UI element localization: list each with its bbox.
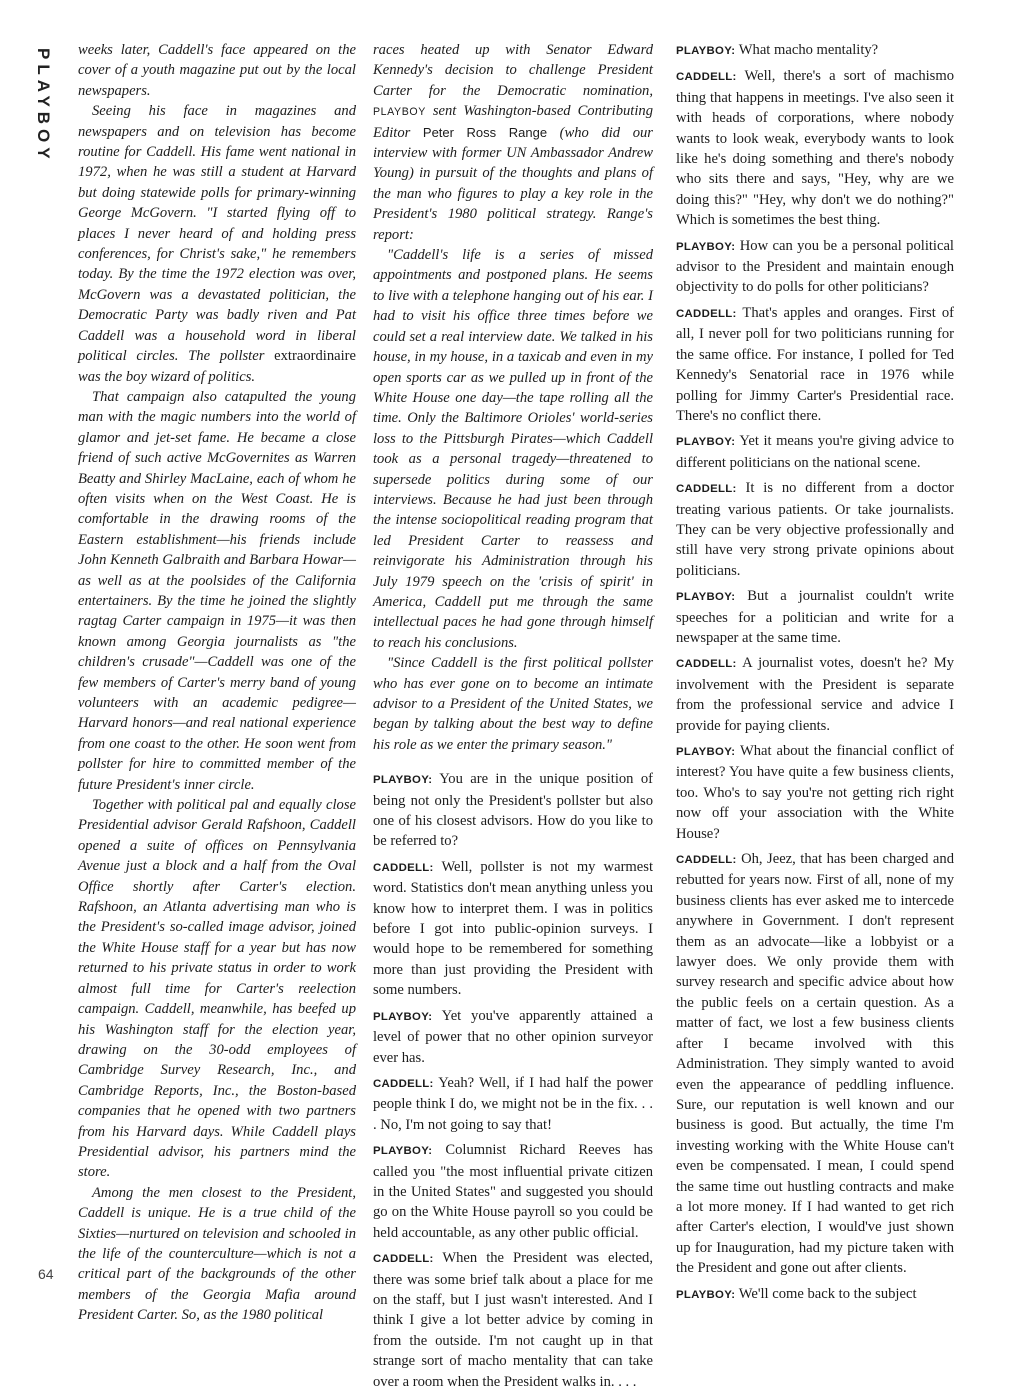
dialogue-text: A journalist votes, doesn't he? My involvement with the President is separate from the professional service and advice I provide for paying clients. xyxy=(676,655,954,734)
page-number: 64 xyxy=(38,1266,54,1282)
dialogue-text: What macho mentality? xyxy=(735,42,879,58)
dialogue-text: Yet it means you're giving advice to different politicians on the national scene. xyxy=(676,433,954,471)
dialogue-text: Yet you've apparently attained a level of power that no other opinion surveyor ever has. xyxy=(373,1007,653,1066)
dialogue-text: Columnist Richard Reeves has called you "the most influential private citizen in the United States" and suggested you should go on the White House payroll so you could be held accountable, as any other public official. xyxy=(373,1142,653,1241)
speaker-label: PLAYBOY: xyxy=(676,1288,736,1301)
dialogue-line xyxy=(373,1073,653,1135)
speaker-label: CADDELL: xyxy=(676,307,737,320)
dialogue-line xyxy=(373,769,653,852)
dialogue-block xyxy=(373,769,653,1392)
speaker-label: PLAYBOY: xyxy=(676,746,736,758)
speaker-label: CADDELL: xyxy=(676,854,737,867)
intro-paragraph: races heated up with Senator Edward Kennedy's decision to challenge President Carter for the Democratic nomination, PLAYBOY sent Washington-based Contributing Editor Peter Ross Range (who did our interview with former UN Ambassador Andrew Young) in pursuit of the thoughts and plans of the man who figures to play a key role in the President's 1980 political strategy. Range's report: xyxy=(373,42,653,243)
speaker-label: CADDELL: xyxy=(676,71,737,84)
dialogue-text: What about the financial conflict of interest? You have quite a few business clients, too. Who's to say you're not getting rich right now off your association with the White House? xyxy=(676,743,954,842)
dialogue-line xyxy=(676,849,954,1279)
dialogue-text: But a journalist couldn't write speeches for a politician and write for a newspaper at the same time. xyxy=(676,588,954,646)
speaker-label: PLAYBOY: xyxy=(373,1145,433,1158)
running-head: PLAYBOY xyxy=(34,48,53,164)
intro-column-1 xyxy=(78,40,356,1326)
dialogue-line xyxy=(676,1284,954,1305)
intro-quote: "Since Caddell is the first political pollster who has ever gone on to become an intimate advisor to a President of the United States, we began by talking about the best way to define his role as we enter the primary season." xyxy=(373,655,653,753)
dialogue-text: When the President was elected, there was some brief talk about a place for me on the staff, but I just wasn't interested. And I think I give a lot better advice by coming in from the outside. I'm not caught up in that strange sort of macho mentality that can take over a room when the President walks in. . . . xyxy=(373,1250,653,1390)
interview-column-3 xyxy=(676,40,954,1310)
speaker-label: PLAYBOY: xyxy=(676,591,736,604)
intro-paragraph: weeks later, Caddell's face appeared on the cover of a youth magazine put out by the local newspapers. xyxy=(78,42,356,99)
dialogue-line xyxy=(676,66,954,230)
dialogue-line xyxy=(676,653,954,736)
dialogue-line xyxy=(373,1140,653,1243)
dialogue-line xyxy=(676,478,954,581)
dialogue-text: It is no different from a doctor treating various patients. Or take journalists. They can be very objective professionally and still have very strong private opinions about politicians. xyxy=(676,480,954,579)
speaker-label: PLAYBOY: xyxy=(676,240,736,253)
speaker-label: PLAYBOY: xyxy=(676,45,736,57)
intro-quote: "Caddell's life is a series of missed appointments and postponed plans. He seems to live with a telephone hanging out of his ear. I had to visit his office three times before we could set a real interview date. We talked in his house, in my house, in a taxicab and even in my open sports car as we pulled up in front of the White House one day—the tape rolling all the time. Only the Baltimore Orioles' world-series loss to the Pittsburgh Pirates—which Caddell took as a personal tragedy—threatened to supersede politics during some of our interviews. Because he had just been through the intense sociopolitical reading program that led President Carter to reassess and reinvigorate his Administration through his July 1979 speech on the 'crisis of spirit' in America, Caddell put me through the same intellectual paces he had gone through himself to reach his conclusions. xyxy=(373,247,653,651)
dialogue-line xyxy=(373,1248,653,1392)
dialogue-text: Oh, Jeez, that has been charged and rebutted for years now. First of all, none of my business clients has ever asked me to intercede anywhere in Government. I don't represent them as an advocate—like a lobbyist or a lawyer does. We only provide them with survey research and specific advice about how the public feels on a certain question. As a matter of fact, we lost a few business clients after I became involved with this Administration. They simply wanted to avoid even the appearance of peddling influence. Sure, our reputation is well known and our business is good. But actually, the time I'm investing working with the White House can't even be compensated. I mean, I could spend the same time out hustling contracts and make a lot more money. If I had wanted to get rich after Carter's election, I would've just shown up for Inauguration, had my picture taken with the President and gone out after clients. xyxy=(676,851,954,1277)
dialogue-line xyxy=(676,40,954,61)
dialogue-line xyxy=(676,586,954,648)
dialogue-line xyxy=(676,431,954,473)
intro-paragraph: Together with political pal and equally close Presidential advisor Gerald Rafshoon, Caddell opened a suite of offices on Pennsylvania Avenue just a block and a half from the Oval Office shortly after Carter's election. Rafshoon, an Atlanta advertising man who is the President's so-called image advisor, joined the White House staff for a year but has now returned to his private status in order to work almost full time for Carter's reelection campaign. Caddell, meanwhile, has beefed up his Washington staff for the election year, drawing on the 30-odd employees of Cambridge Survey Research, Inc., and Cambridge Reports, Inc., the Boston-based companies that he opened with two partners from his Harvard days. While Caddell plays Presidential advisor, his partners mind the store. xyxy=(78,797,356,1181)
dialogue-text: You are in the unique position of being not only the President's pollster but also one of his closest advisors. How do you like to be referred to? xyxy=(373,771,653,850)
intro-paragraph: Among the men closest to the President, Caddell is unique. He is a true child of the Sixties—nurtured on television and schooled in the life of the counterculture—which is not a critical part of the backgrounds of the other members of the Georgia Mafia around President Carter. So, as the 1980 political xyxy=(78,1184,356,1324)
speaker-label: PLAYBOY: xyxy=(676,436,736,449)
intro-paragraph: That campaign also catapulted the young man with the magic numbers into the world of glamor and jet-set fame. He became a close friend of such active McGovernites as Warren Beatty and Shirley MacLaine, each of whom he often visits when on the West Coast. He is comfortable in the drawing rooms of the Eastern establishment—his friends include John Kenneth Galbraith and Barbara Howar—as well as at the poolsides of the California entertainers. By the time he joined the slightly ragtag Carter campaign in 1975—it was then known among Georgia journalists as "the children's crusade"—Caddell was one of the few members of Carter's merry band of young volunteers with an academic pedigree—Harvard honors—and real national experience from one coast to the other. He soon went from pollster for hire to committed member of the future President's inner circle. xyxy=(78,388,356,793)
dialogue-line xyxy=(676,303,954,426)
dialogue-text: That's apples and oranges. First of all, I never poll for two politicians running for the same office. For instance, I polled for Ted Kennedy's Senatorial race in 1976 while polling for Jimmy Carter's Presidential race. There's no conflict there. xyxy=(676,304,954,424)
dialogue-line xyxy=(373,857,653,1001)
speaker-label: CADDELL: xyxy=(373,1253,434,1266)
dialogue-line xyxy=(676,741,954,844)
speaker-label: PLAYBOY: xyxy=(373,1010,433,1023)
intro-paragraph: Seeing his face in magazines and newspapers and on television has become routine for Caddell. His fame went national in 1972, when he was still a student at Harvard but doing statewide polls for primary-winning George McGovern. "I started flying off to places I never heard of and holding press conferences, for Christ's sake," he remembers today. By the time the 1972 election was over, McGovern was a devastated politician, the Democratic Party was badly riven and Pat Caddell was a household word in liberal political circles. The pollster extraordinaire was the boy wizard of politics. xyxy=(78,103,356,385)
dialogue-text: We'll come back to the subject xyxy=(735,1285,917,1302)
dialogue-text: Well, there's a sort of machismo thing that happens in meetings. I've also seen it with heads of corporations, where nobody wants to look weak, everybody wants to look like he's doing something and there's nobody who sits there and says, "Hey, why are we doing this?" "Hey, why don't we do nothing?" Which is sometimes the best thing. xyxy=(676,68,954,229)
speaker-label: CADDELL: xyxy=(373,1077,434,1090)
speaker-label: CADDELL: xyxy=(676,658,737,671)
dialogue-line xyxy=(676,236,954,298)
dialogue-text: Yeah? Well, if I had half the power people think I do, we might not be in the fix. . . . No, I'm not going to say that! xyxy=(373,1074,653,1133)
dialogue-line xyxy=(373,1006,653,1068)
speaker-label: CADDELL: xyxy=(373,861,434,874)
speaker-label: PLAYBOY: xyxy=(373,774,433,787)
dialogue-text: How can you be a personal political advisor to the President and maintain enough objectivity to do polls for other politicians? xyxy=(676,237,954,296)
speaker-label: CADDELL: xyxy=(676,483,737,496)
interview-column-2 xyxy=(373,40,653,1397)
dialogue-text: Well, pollster is not my warmest word. Statistics don't mean anything unless you know how to interpret them. I was in politics before I got into public-opinion surveys. I would hope to be remembered for something more than just providing the President with some numbers. xyxy=(373,858,653,999)
